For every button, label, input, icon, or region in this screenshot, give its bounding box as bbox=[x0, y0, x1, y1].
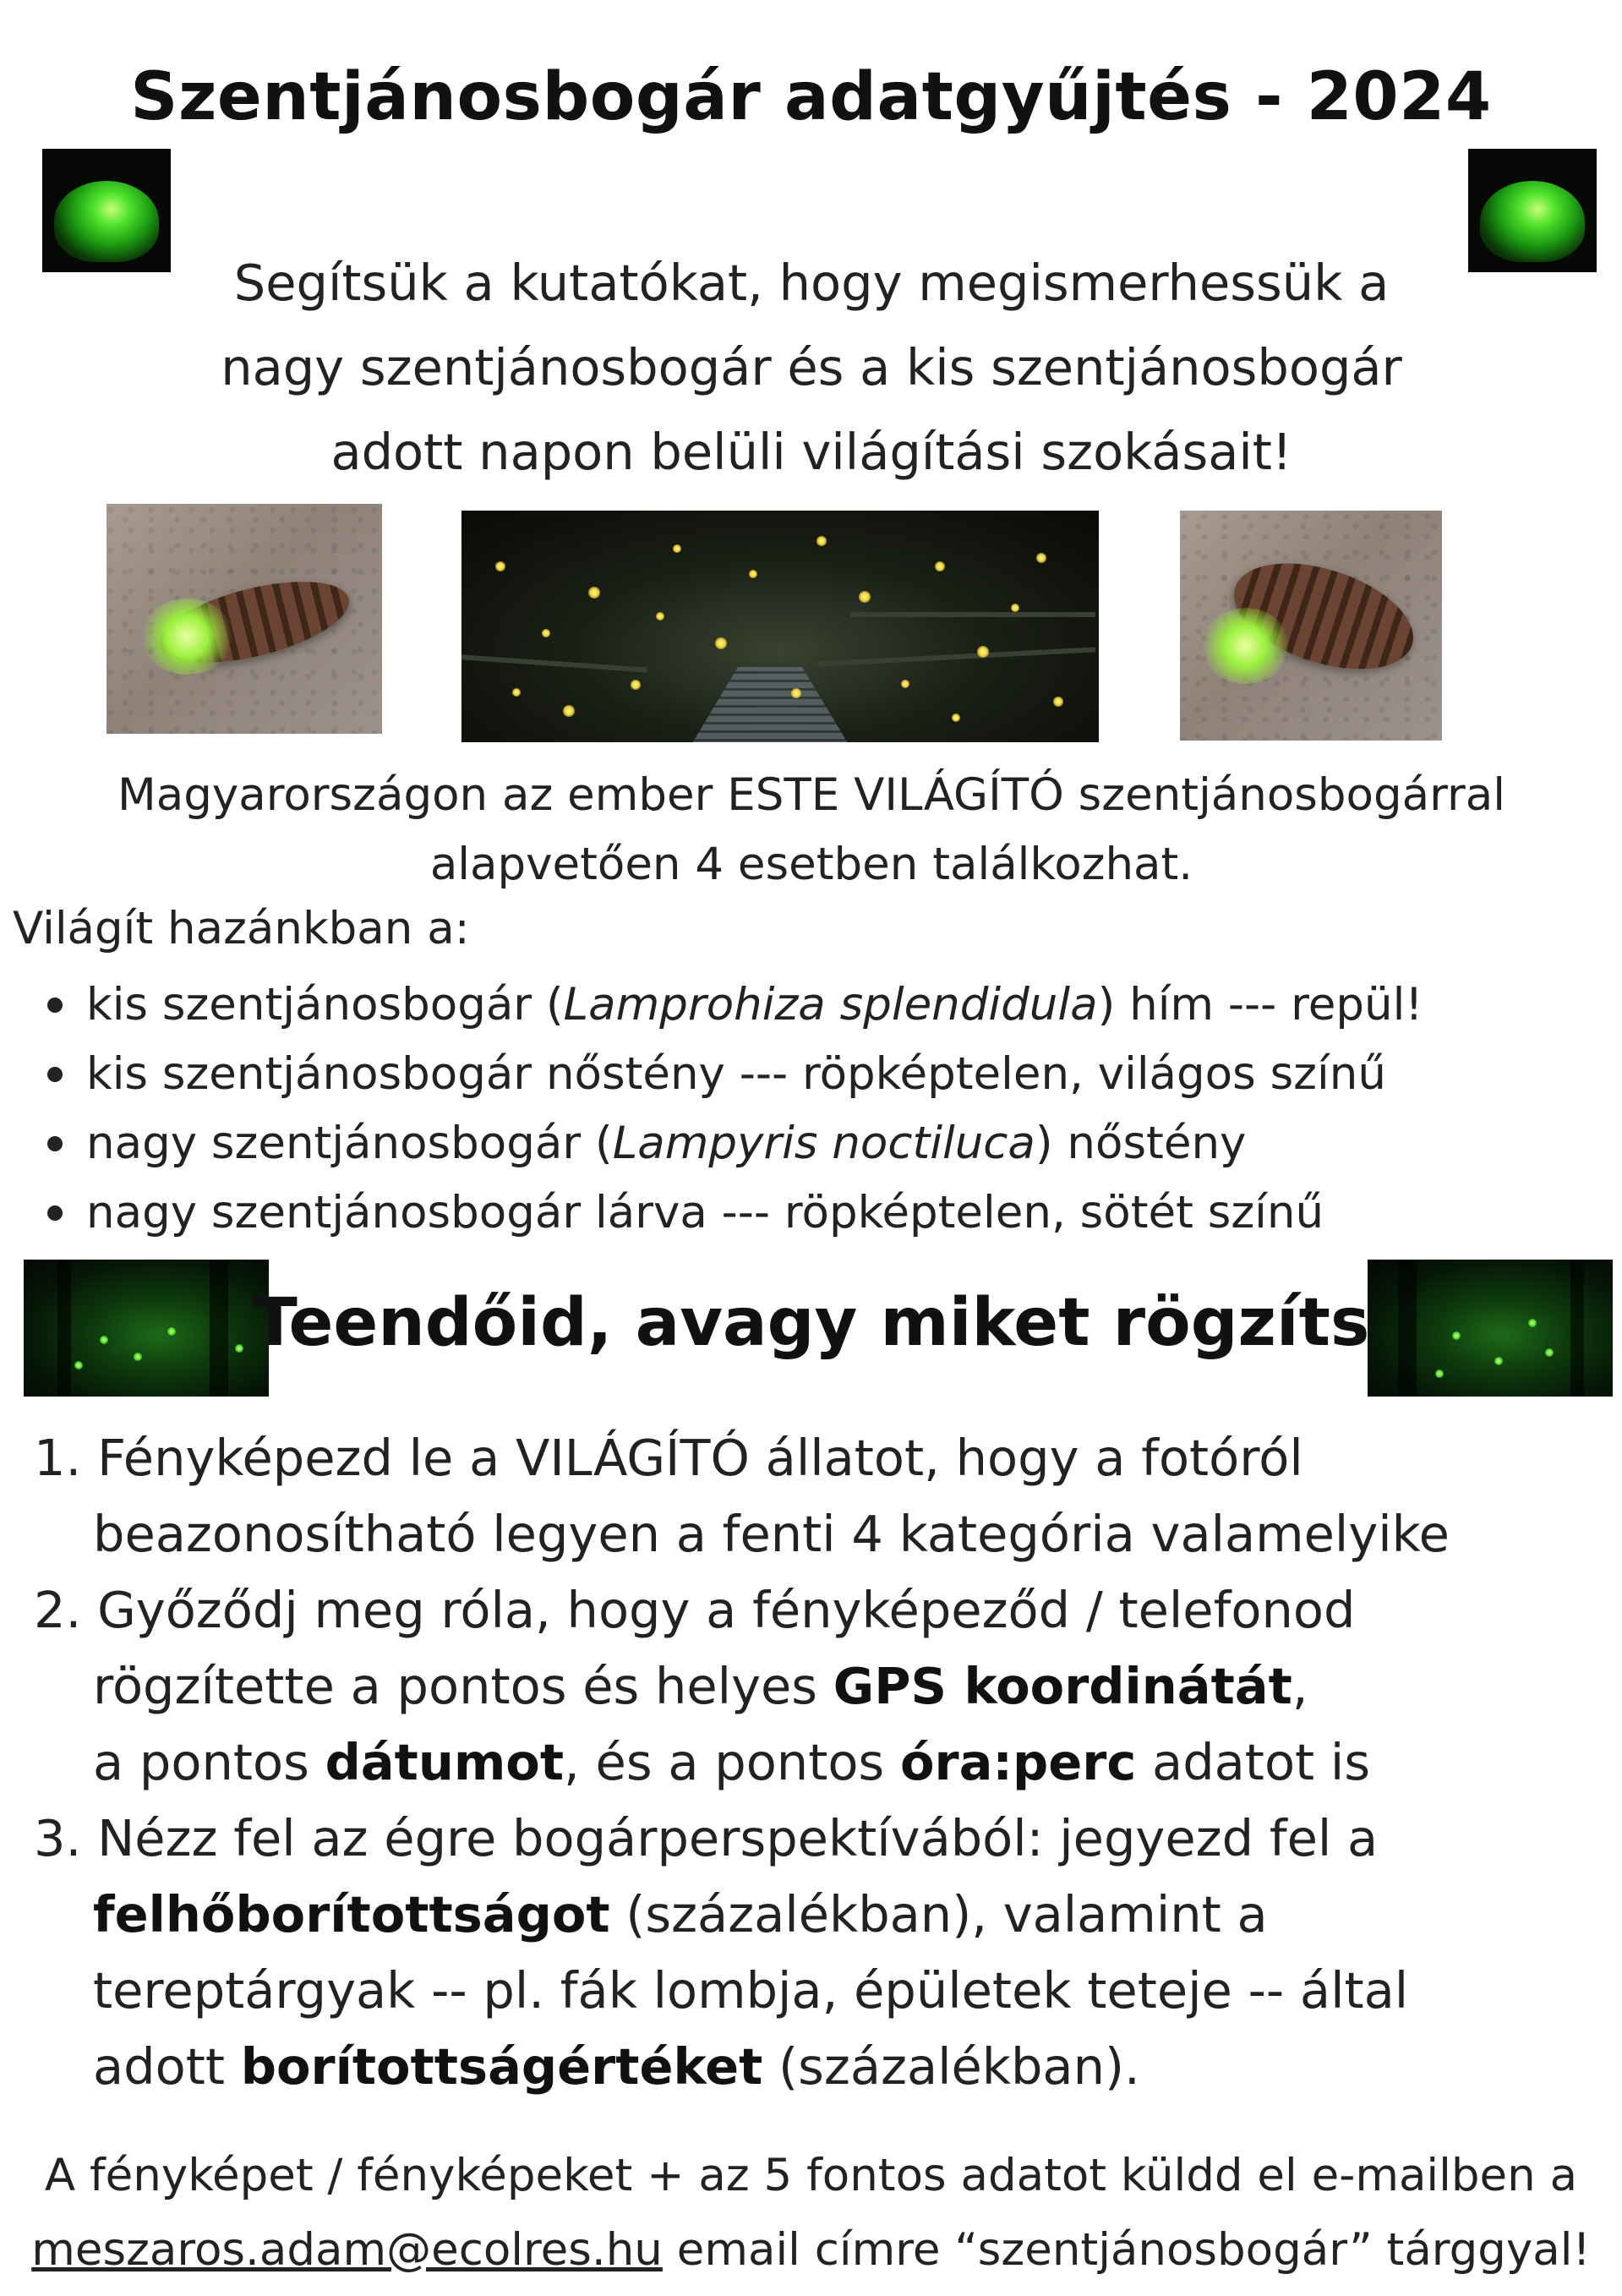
latin-name: Lampyris noctiluca bbox=[612, 1118, 1035, 1169]
fireflies-forest-photo bbox=[461, 511, 1099, 742]
emphasis: borítottságértéket bbox=[240, 2037, 763, 2096]
intro-text bbox=[118, 241, 1505, 495]
note-line: Magyarországon az ember ESTE VILÁGÍTÓ szentjánosbogárral bbox=[117, 769, 1505, 821]
emphasis: GPS koordinátát bbox=[833, 1657, 1292, 1715]
submission-instructions: A fényképet / fényképeket + az 5 fontos adatot küldd el e-mailben a meszaros.adam@ecolres.hu email címre “szentjánosbogár” tárggyal! bbox=[31, 2150, 1591, 2276]
observation-note bbox=[85, 761, 1538, 899]
email-link[interactable]: meszaros.adam@ecolres.hu bbox=[31, 2224, 663, 2276]
step-2: 2. Győződj meg róla, hogy a fényképeződ / telefonod bbox=[34, 1581, 1356, 1639]
category-list bbox=[34, 970, 1423, 1248]
list-item: kis szentjánosbogár nőstény --- röpképtelen, világos színű bbox=[34, 1040, 1423, 1109]
list-item: nagy szentjánosbogár (Lampyris noctiluca) nőstény bbox=[34, 1109, 1423, 1178]
step-number: 1. bbox=[34, 1429, 82, 1487]
task-steps: 1. Fényképezd le a VILÁGÍTÓ állatot, hogy a fotóról beazonosítható legyen a fenti 4 kategória valamelyike 2. Győződj meg róla, hogy a fényképeződ / telefonod rögzítette a pontos és helyes GPS koordinátát, a pontos dátumot, és a pontos óra:perc adatot is 3. Nézz fel az égre bogárperspektívából: jegyezd fel a felhőborítottságot (százalékban), valamint a tereptárgyak -- pl. fák lombja, épületek teteje -- által adott borítottságértéket (százalékban). bbox=[34, 1420, 1450, 2105]
step-number: 3. bbox=[34, 1809, 82, 1867]
intro-line: adott napon belüli világítási szokásait! bbox=[330, 423, 1292, 481]
step-1: 1. Fényképezd le a VILÁGÍTÓ állatot, hogy a fotóról bbox=[34, 1429, 1303, 1487]
step-number: 2. bbox=[34, 1581, 82, 1639]
latin-name: Lamprohiza splendidula bbox=[563, 979, 1098, 1030]
category-list-intro: Világít hazánkban a: bbox=[13, 903, 470, 954]
note-line: alapvetően 4 esetben találkozhat. bbox=[429, 839, 1193, 890]
step-3: 3. Nézz fel az égre bogárperspektívából: jegyezd fel a bbox=[34, 1809, 1379, 1867]
emphasis: felhőborítottságot bbox=[93, 1885, 610, 1943]
emphasis: dátumot bbox=[325, 1733, 565, 1791]
larva-photo-right bbox=[1180, 511, 1442, 741]
emphasis: óra:perc bbox=[899, 1733, 1137, 1791]
list-item: nagy szentjánosbogár lárva --- röpképtelen, sötét színű bbox=[34, 1178, 1423, 1248]
intro-line: Segítsük a kutatókat, hogy megismerhessük a bbox=[233, 254, 1390, 312]
page-title: Szentjánosbogár adatgyűjtés - 2024 bbox=[130, 59, 1492, 135]
list-item: kis szentjánosbogár (Lamprohiza splendidula) hím --- repül! bbox=[34, 970, 1423, 1040]
intro-line: nagy szentjánosbogár és a kis szentjánosbogár bbox=[221, 338, 1402, 396]
section-title: Teendőid, avagy miket rögzíts bbox=[252, 1285, 1370, 1361]
larva-photo-left bbox=[106, 504, 382, 734]
